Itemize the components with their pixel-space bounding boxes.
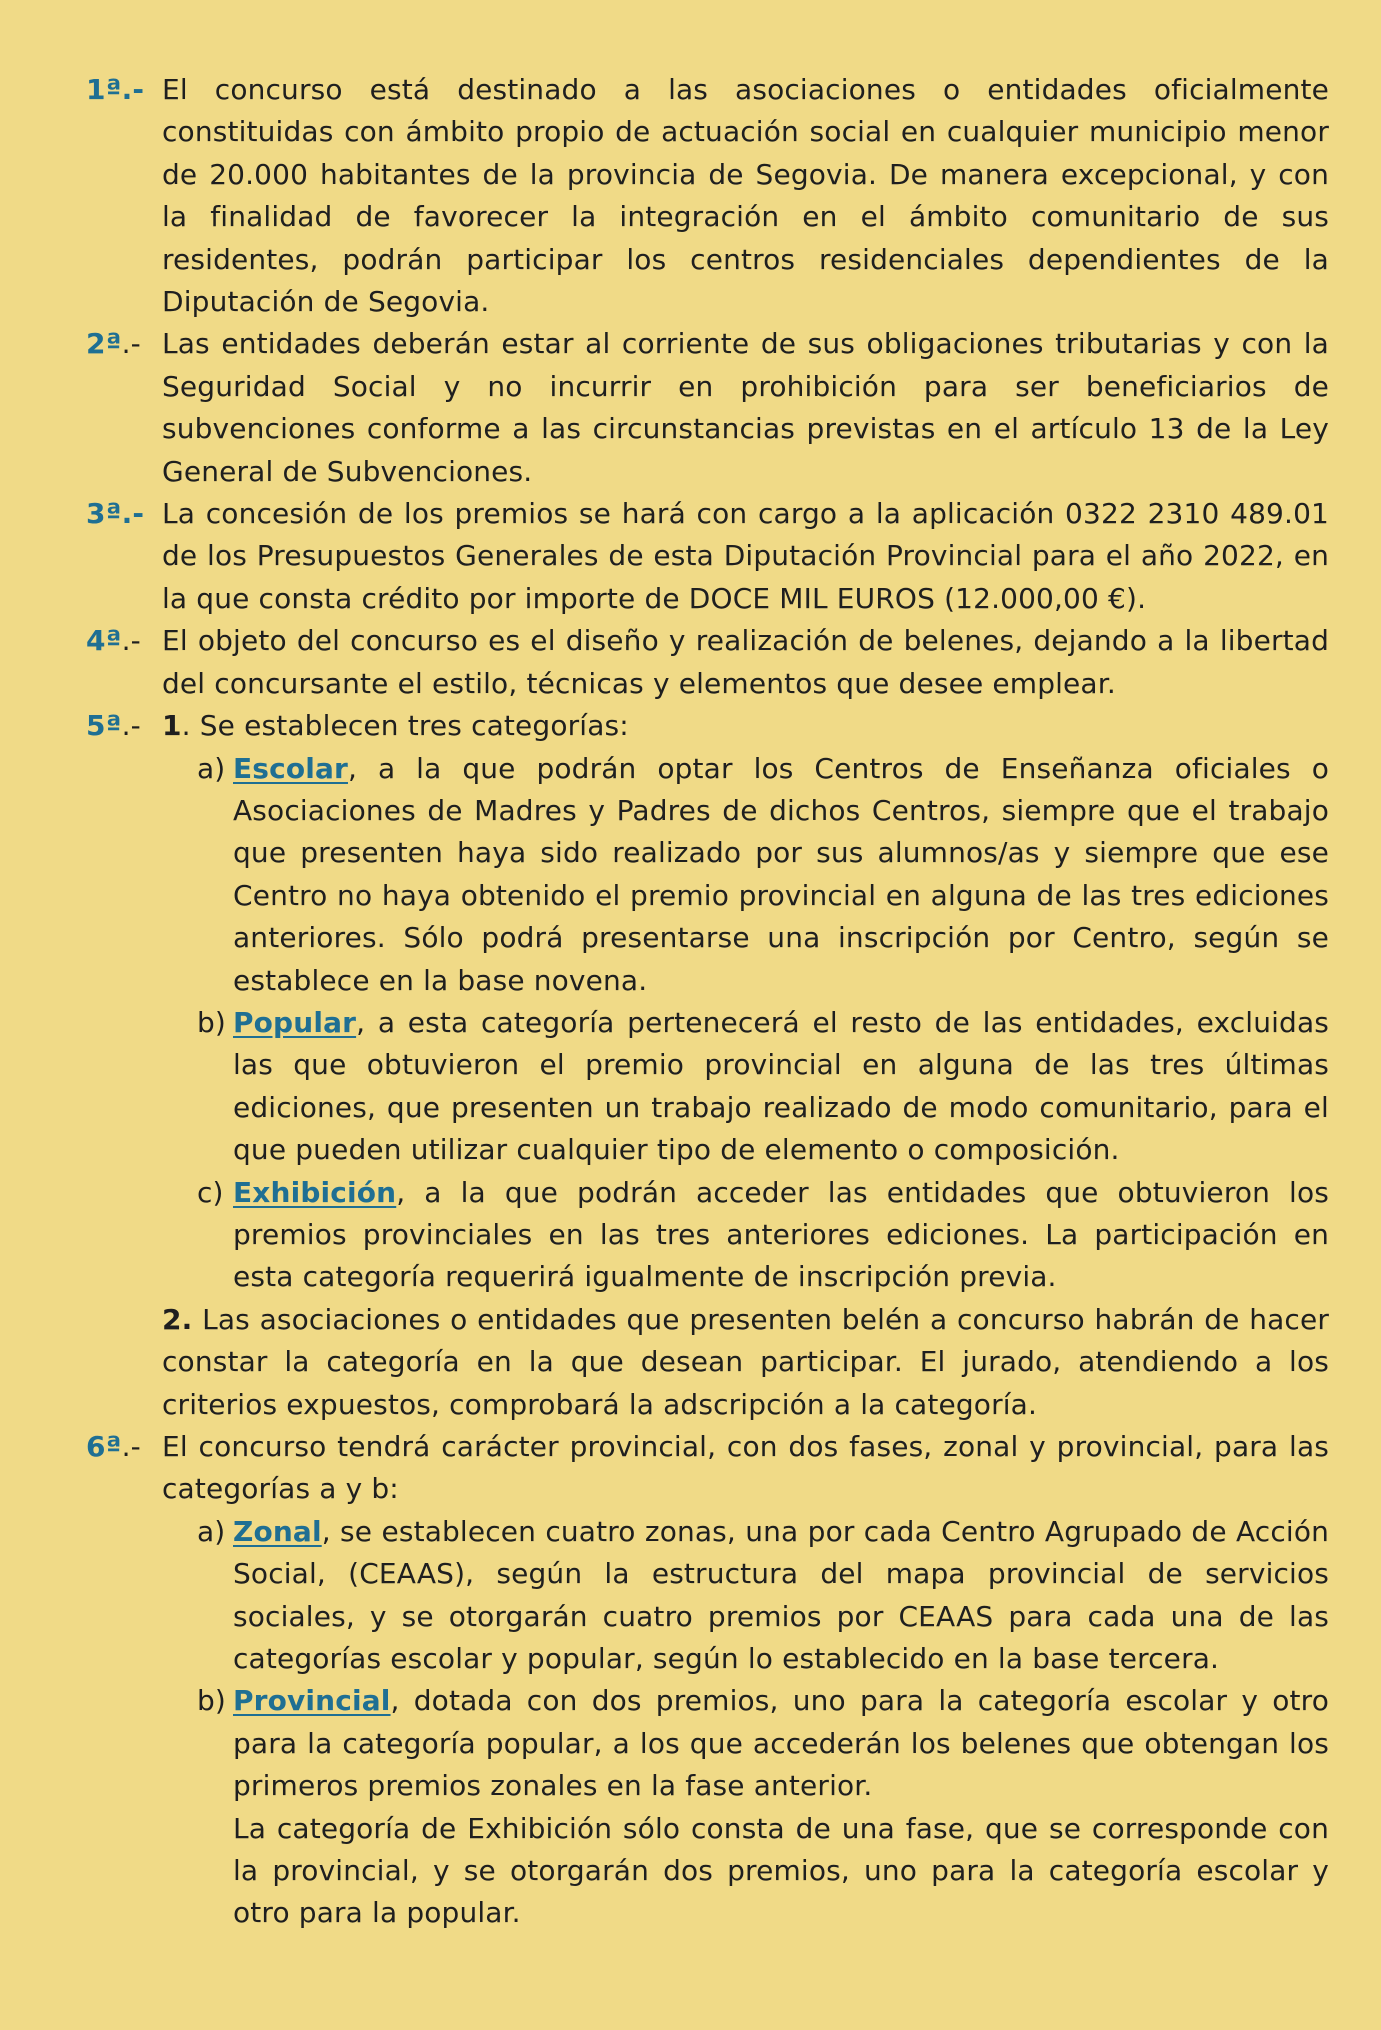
- item-label: c): [197, 1175, 224, 1209]
- item-label: a): [197, 1514, 226, 1548]
- item-label: b): [197, 1005, 226, 1039]
- base-2: [86, 323, 1329, 493]
- base-number: 5ª.-: [86, 709, 141, 743]
- paragraph-number: 2.: [162, 1302, 193, 1336]
- paragraph-text: . Se establecen tres categorías:: [181, 709, 629, 743]
- category-popular: [197, 1002, 1329, 1172]
- base-number: 3ª.-: [86, 497, 145, 531]
- category-text: , a la que podrán acceder las entidades que obtuvieron los premios provinciales en las tres anteriores ediciones. La participación en esta categoría requerirá igualmente de inscripción previa.: [233, 1175, 1329, 1294]
- phase-text: , se establecen cuatro zonas, una por cada Centro Agrupado de Acción Social, (CEAAS), según la estructura del mapa provincial de servicios sociales, y se otorgarán cuatro premios por CEAAS para cada una de las categorías escolar y popular, según lo establecido en la base tercera.: [233, 1514, 1329, 1676]
- phase-name: Zonal: [233, 1514, 322, 1548]
- category-text: , a esta categoría pertenecerá el resto de las entidades, excluidas las que obtuvieron el premio provincial en alguna de las tres últimas ediciones, que presenten un trabajo realizado de modo comunitario, para el que pueden utilizar cualquier tipo de elemento o composición.: [233, 1005, 1329, 1167]
- base-number: 4ª.-: [86, 624, 141, 658]
- base-4: [86, 620, 1329, 705]
- base-text: El objeto del concurso es el diseño y realización de belenes, dejando a la libertad del concursante el estilo, técnicas y elementos que desee emplear.: [162, 624, 1329, 700]
- base-text: El concurso está destinado a las asociaciones o entidades oficialmente constituidas con ámbito propio de actuación social en cualquier municipio menor de 20.000 habitantes de la provincia de Segovia. De manera excepcional, y con la finalidad de favorecer la integración en el ámbito comunitario de sus residentes, podrán participar los centros residenciales dependientes de la Diputación de Segovia.: [162, 73, 1329, 319]
- item-label: a): [197, 751, 226, 785]
- phase-text: , dotada con dos premios, uno para la categoría escolar y otro para la categoría popular, a los que accederán los belenes que obtengan los primeros premios zonales en la fase anterior.: [233, 1684, 1329, 1803]
- base-5: [86, 705, 1329, 1426]
- base-number: 1ª.-: [86, 73, 145, 106]
- base-text: La concesión de los premios se hará con cargo a la aplicación 0322 2310 489.01 de los Presupuestos Generales de esta Diputación Provincial para el año 2022, en la que consta crédito por importe de DOCE MIL EUROS (12.000,00 €).: [162, 497, 1329, 615]
- phase-zonal: [197, 1511, 1329, 1681]
- base-text: Las entidades deberán estar al corriente de sus obligaciones tributarias y con la Seguridad Social y no incurrir en prohibición para ser beneficiarios de subvenciones conforme a las circunstancias previstas en el artículo 13 de la Ley General de Subvenciones.: [162, 327, 1329, 488]
- paragraph-text: Las asociaciones o entidades que presenten belén a concurso habrán de hacer constar la categoría en la que desean participar. El jurado, atendiendo a los criterios expuestos, comprobará la adscripción a la categoría.: [162, 1302, 1329, 1421]
- base-number: 2ª.-: [86, 327, 141, 361]
- category-name: Exhibición: [233, 1175, 397, 1209]
- paragraph-2: [162, 1299, 1329, 1426]
- exhibition-note: [233, 1808, 1329, 1935]
- category-exhibicion: [197, 1172, 1329, 1299]
- paragraph-number: 1: [162, 709, 182, 743]
- base-3: [86, 493, 1329, 620]
- category-escolar: [197, 748, 1329, 1002]
- base-1: [86, 69, 1329, 323]
- base-number: 6ª.-: [86, 1430, 141, 1463]
- base-6: [86, 1426, 1329, 1935]
- paragraph-1: [162, 705, 1329, 747]
- phase-name: Provincial: [233, 1684, 391, 1718]
- category-name: Popular: [233, 1005, 357, 1039]
- item-label: b): [197, 1684, 226, 1718]
- phase-provincial: [197, 1680, 1329, 1807]
- category-text: , a la que podrán optar los Centros de Enseñanza oficiales o Asociaciones de Madres y Padres de dichos Centros, siempre que el trabajo que presenten haya sido realizado por sus alumnos/as y siempre que ese Centro no haya obtenido el premio provincial en alguna de las tres ediciones anteriores. Sólo podrá presentarse una inscripción por Centro, según se establece en la base novena.: [233, 751, 1329, 997]
- base-text: El concurso tendrá carácter provincial, con dos fases, zonal y provincial, para las categorías a y b:: [162, 1430, 1329, 1506]
- note-text: La categoría de Exhibición sólo consta de una fase, que se corresponde con la provincial, y se otorgarán dos premios, uno para la categoría escolar y otro para la popular.: [233, 1811, 1329, 1930]
- category-name: Escolar: [233, 751, 348, 785]
